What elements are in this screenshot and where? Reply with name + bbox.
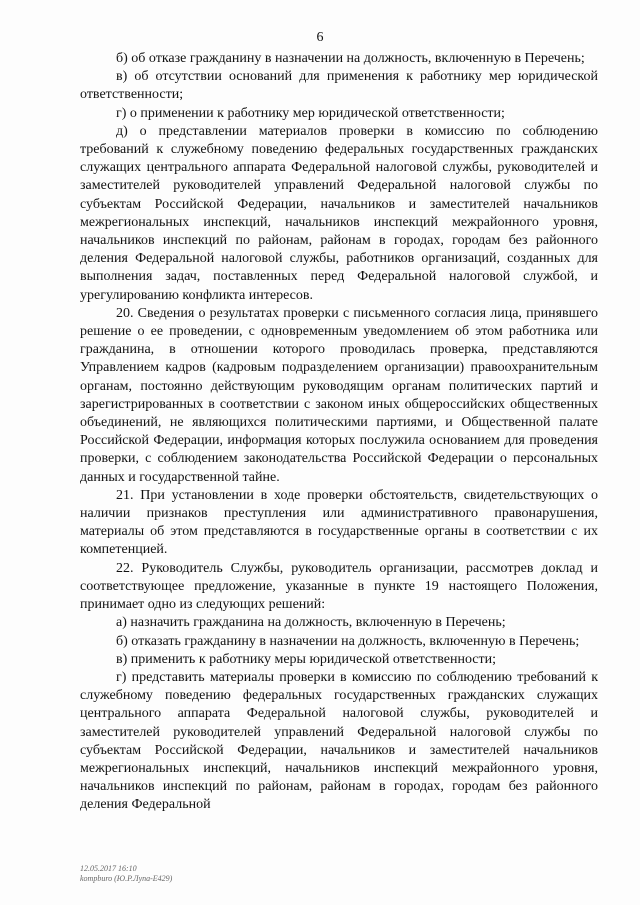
paragraph-item-b: б) об отказе гражданину в назначении на должность, включенную в Перечень;: [116, 51, 585, 66]
document-footer: [80, 864, 172, 884]
paragraph-item-g: г) о применении к работнику мер юридической ответственности;: [116, 105, 505, 121]
paragraph-22: 22. Руководитель Службы, руководитель организации, рассмотрев доклад и соответствующее предложение, указанные в пункте 19 настоящего Положения, принимает одно из следующих решений:: [80, 560, 598, 613]
paragraph-item-v: в) об отсутствии оснований для применения к работнику мер юридической ответственности;: [80, 69, 598, 103]
footer-path: kompburo (Ю.Р.Лупа-Е429): [80, 874, 173, 883]
paragraph-22-a: а) назначить гражданина на должность, включенную в Перечень;: [116, 615, 506, 631]
paragraph-22-g: г) представить материалы проверки в комиссию по соблюдению требований к служебному поведению федеральных государственных гражданских служащих центрального аппарата Федеральной налоговой службы, руководителей и заместителей руководителей управлений Федеральной налоговой службы по субъектам Российской Федерации, начальников и заместителей начальников межрегиональных инспекций, начальников инспекций межрайонного уровня, начальников инспекций по районам, районам в городах, городам без районного деления Федеральной: [80, 669, 598, 813]
document-body: [80, 50, 598, 815]
paragraph-22-b: б) отказать гражданину в назначении на должность, включенную в Перечень;: [116, 633, 580, 649]
paragraph-21: 21. При установлении в ходе проверки обстоятельств, свидетельствующих о наличии признаков преступления или административного правонарушения, материалы об этом представляются в государственные органы в соответствии с их компетенцией.: [80, 487, 598, 558]
footer-timestamp: 12.05.2017 16:10: [80, 864, 137, 873]
paragraph-20: 20. Сведения о результатах проверки с письменного согласия лица, принявшего решение о ее проведении, с одновременным уведомлением об этом работника или гражданина, в отношении которого проводилась проверка, представляются Управлением кадров (кадровым подразделением организации) правоохранительным органам, постоянно действующим руководящим органам политических партий и зарегистрированных в соответствии с законом иных общероссийских общественных объединений, не являющихся политическими партиями, и Общественной палате Российской Федерации, информация которых послужила основанием для проведения проверки, с соблюдением законодательства Российской Федерации о персональных данных и государственной тайне.: [80, 305, 598, 485]
page-number: 6: [316, 30, 324, 45]
paragraph-item-d: д) о представлении материалов проверки в комиссию по соблюдению требований к служебному поведению федеральных государственных гражданских служащих центрального аппарата Федеральной налоговой службы, руководителей и заместителей руководителей управлений Федеральной налоговой службы по субъектам Российской Федерации, начальников и заместителей начальников межрегиональных инспекций, начальников инспекций межрайонного уровня, начальников инспекций по районам, районам в городах, городам без районного деления Федеральной налоговой службы, работников организаций, созданных для выполнения задач, поставленных перед Федеральной налоговой службой, и урегулированию конфликта интересов.: [80, 123, 598, 303]
paragraph-22-v: в) применить к работнику меры юридической ответственности;: [116, 651, 497, 667]
